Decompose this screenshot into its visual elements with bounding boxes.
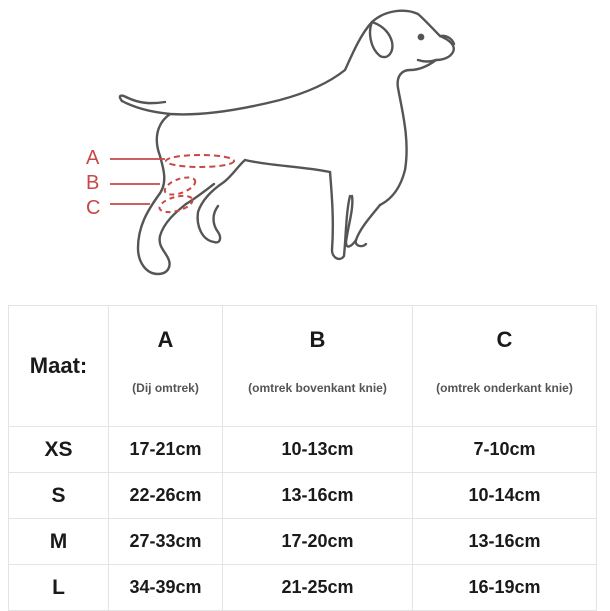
value-c: 16-19cm — [468, 577, 541, 597]
marker-letter-b: B — [86, 172, 100, 194]
dog-outline — [120, 11, 454, 274]
value-a: 22-26cm — [129, 485, 202, 505]
value-b: 10-13cm — [281, 439, 354, 459]
value-c: 10-14cm — [468, 485, 541, 505]
value-a: 17-21cm — [129, 439, 202, 459]
value-c: 7-10cm — [473, 439, 536, 459]
value-a: 34-39cm — [129, 577, 202, 597]
marker-ellipse-b — [163, 174, 198, 198]
value-c: 13-16cm — [468, 531, 541, 551]
value-b: 17-20cm — [281, 531, 354, 551]
table-header-row — [9, 306, 597, 427]
column-desc-c: (omtrek onderkant knie) — [436, 381, 573, 395]
column-header-b — [223, 306, 413, 427]
size-code: M — [49, 529, 68, 553]
value-b: 13-16cm — [281, 485, 354, 505]
size-code: S — [51, 483, 66, 507]
size-header-label: Maat: — [29, 353, 88, 378]
marker-letter-a: A — [86, 147, 100, 169]
table-row — [9, 473, 597, 519]
size-code: L — [52, 575, 65, 599]
marker-ellipse-c — [158, 193, 194, 215]
column-letter-a: A — [157, 327, 174, 352]
table-row — [9, 427, 597, 473]
table-row — [9, 565, 597, 611]
column-desc-b: (omtrek bovenkant knie) — [248, 381, 387, 395]
marker-letter-c: C — [86, 197, 101, 219]
size-code: XS — [44, 437, 73, 461]
size-header-cell — [9, 306, 109, 427]
value-b: 21-25cm — [281, 577, 354, 597]
value-a: 27-33cm — [129, 531, 202, 551]
table-row — [9, 519, 597, 565]
column-header-c — [413, 306, 597, 427]
marker-ellipse-a — [166, 155, 234, 167]
dog-measurement-illustration — [0, 0, 610, 300]
column-letter-b: B — [309, 327, 326, 352]
size-chart-table — [8, 305, 597, 611]
column-letter-c: C — [496, 327, 513, 352]
column-header-a — [109, 306, 223, 427]
column-desc-a: (Dij omtrek) — [132, 381, 199, 395]
